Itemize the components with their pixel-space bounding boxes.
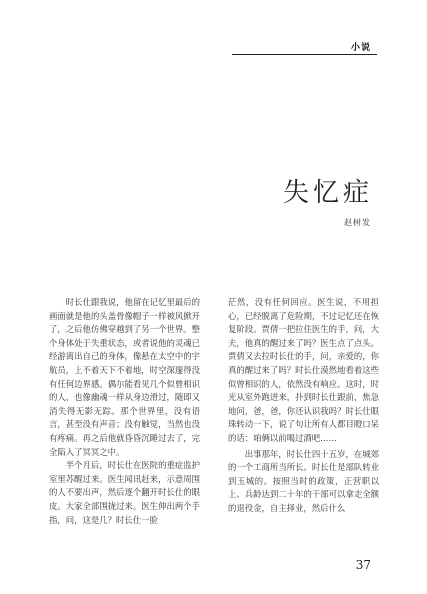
paragraph: 出事那年，时长仕四十五岁，在城郊的一个工商所当所长。时长仕是部队转业到玉城的。按照当时的政策，正营职以上、兵龄达到二十年的干部可以拿走全额的退役金，自主择业，然后什么	[228, 448, 379, 513]
paragraph: 茫然，没有任何回应。医生说，不用担心，已经脱离了危险期，不过记忆还在恢复阶段。贾倩一把拉住医生的手，问，大夫，他真的醒过来了吗？医生点了点头。贾倩又去拉时长仕的手，问，亲爱的，你真的醒过来了吗？时长仕漠然地看着这些似曾相识的人，依然没有响应。这时，时光从室外跑进来，扑到时长仕跟前，焦急地问，爸，爸，你还认识我吗？时长仕眼珠转动一下，说了句让所有人都目瞪口呆的话：咱俩以前喝过酒吧……	[228, 297, 379, 443]
paragraph: 半个月后，时长仕在医院的重症监护室里苏醒过来。医生闻讯赶来，示意周围的人不要出声，然后逐个翻开时长仕的眼皮。大家全部围拢过来。医生伸出两个手指，问，这是几？时长仕一脸	[49, 460, 200, 525]
story-title: 失忆症	[282, 178, 373, 208]
section-label: 小说	[350, 43, 371, 53]
right-column	[228, 296, 379, 516]
page-number: 37	[355, 558, 371, 572]
paragraph: 时长仕跟我说，他留在记忆里最后的画面就是他的头盖骨像帽子一样被风掀开了，之后他仿佛穿越到了另一个世界。整个身体处于失重状态，或者说他的灵魂已经游离出自己的身体，像悬在太空中的宇航员，上不着天下不着地，时空深邃得没有任何边界感。偶尔能看见几个似曾相识的人，也像幽魂一样从身边滑过，随即又消失得无影无踪。那个世界里，没有语言，甚至没有声音；没有触觉，当然也没有疼痛。再之后他就昏昏沉睡过去了，完全陷入了冥冥之中。	[49, 297, 200, 457]
author-name: 赵树发	[344, 218, 371, 227]
left-column	[49, 296, 200, 527]
header-rule	[232, 54, 377, 55]
